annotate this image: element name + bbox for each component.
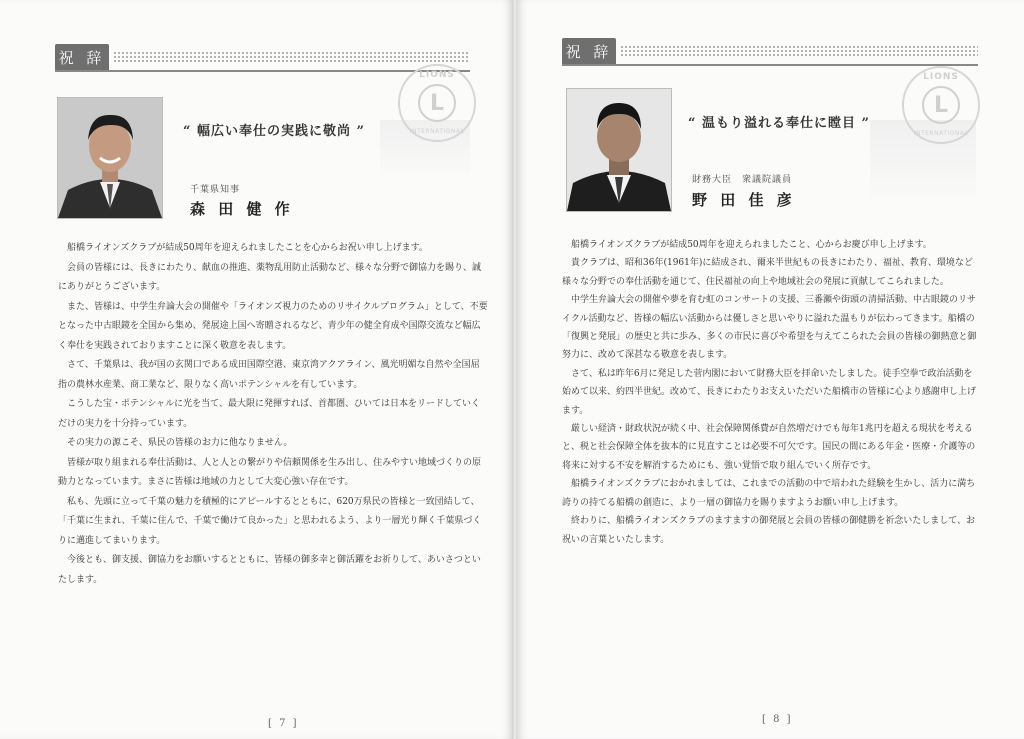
lions-logo-watermark: LIONS L INTERNATIONAL bbox=[398, 64, 476, 142]
page-number: [ 7 ] bbox=[268, 718, 299, 729]
section-header bbox=[55, 44, 470, 70]
paragraph: 今後とも、御支援、御協力をお願いするとともに、皆様の御多幸と御活躍をお祈りして、あいさつといたします。 bbox=[58, 555, 481, 585]
lions-logo-watermark: LIONS L INTERNATIONAL bbox=[902, 66, 980, 144]
speaker-name: 野 田 佳 彦 bbox=[692, 191, 796, 209]
paragraph: 船橋ライオンズクラブにおかれましては、これまでの活動の中で培われた経験を生かし、活力に満ち誇りの持てる船橋の創造に、より一層の御協力を賜りますようお願い申し上げます。 bbox=[562, 479, 976, 508]
paragraph: さて、私は昨年6月に発足した菅内閣において財務大臣を拝命いたしました。徒手空拳で政治活動を始めて以来、約四半世紀。改めて、長きにわたりお支えいただいた船橋市の皆様に心より感謝申し上げます。 bbox=[562, 368, 976, 416]
portrait-image bbox=[567, 89, 671, 211]
paragraph: 終わりに、船橋ライオンズクラブのますますの御発展と会員の皆様の御健勝を祈念いたしまして、お祝いの言葉といたします。 bbox=[562, 516, 976, 545]
paragraph: 貴クラブは、昭和36年(1961年)に結成され、爾来半世紀もの長きにわたり、福祉、教育、環境など様々な分野での奉仕活動を通じて、住民福祉の向上や地域社会の発展に貢献してこられました。 bbox=[562, 258, 973, 287]
speaker-title: 千葉県知事 bbox=[190, 185, 241, 195]
header-dotted-band bbox=[113, 51, 470, 63]
page-number: [ 8 ] bbox=[762, 714, 793, 725]
section-header bbox=[562, 38, 978, 64]
paragraph: 私も、先頭に立って千葉の魅力を積極的にアピールするとともに、620万県民の皆様と一致団結して、「千葉に生まれ、千葉に住んで、千葉で働けて良かった」と思われるよう、より一層光り輝く千葉県づくりに邁進してまいります。 bbox=[58, 496, 482, 546]
paragraph: 会員の皆様には、長きにわたり、献血の推進、薬物乱用防止活動など、様々な分野で御協力を賜り、誠にありがとうございます。 bbox=[58, 262, 482, 292]
paragraph: その実力の源こそ、県民の皆様のお力に他なりません。 bbox=[67, 438, 293, 448]
right-page bbox=[516, 0, 1024, 739]
paragraph: 船橋ライオンズクラブが結成50周年を迎えられましたこと、心からお慶び申し上げます。 bbox=[571, 240, 932, 250]
portrait-photo bbox=[566, 88, 672, 212]
section-tag: 祝 辞 bbox=[562, 38, 616, 64]
speaker-title: 財務大臣 衆議院議員 bbox=[692, 175, 793, 185]
paragraph: こうした宝・ポテンシャルに光を当て、最大限に発揮すれば、首都圏、ひいては日本をリードしていくだけの実力を十分持っています。 bbox=[58, 399, 480, 429]
paragraph: 中学生弁論大会の開催や夢を育む虹のコンサートの支援、三番瀬や街頭の清掃活動、中古眼鏡のリサイクル活動など、皆様の幅広い活動からは優しさと思いやりに溢れた温もりが伝わってきます。船橋の「復興と発展」の歴史と共に歩み、多くの市民に喜びや希望を与えてこられた会員の皆様の御熱意と御努力に、改めて深甚なる敬意を表します。 bbox=[562, 295, 977, 361]
headline: “ 幅広い奉仕の実践に敬尚 ” bbox=[183, 124, 366, 139]
portrait-image bbox=[58, 98, 162, 218]
paragraph: 厳しい経済・財政状況が続く中、社会保障関係費が自然増だけでも毎年1兆円を超える現状を考えると、税と社会保障全体を抜本的に見直すことは必要不可欠です。国民の間にある年金・医療・介護等の将来に対する不安を解消するためにも、強い覚悟で取り組んでいく所存です。 bbox=[562, 424, 976, 471]
header-rule bbox=[562, 64, 978, 66]
paragraph: また、皆様は、中学生弁論大会の開催や「ライオンズ視力のためのリサイクルプログラム」として、不要となった中古眼鏡を全国から集め、発展途上国へ寄贈されるなど、青少年の健全育成や国際交流など幅広く奉仕を実践されておりますことに深く敬意を表します。 bbox=[58, 301, 488, 351]
paragraph: 船橋ライオンズクラブが結成50周年を迎えられましたことを心からお祝い申し上げます。 bbox=[67, 243, 428, 253]
paragraph: 皆様が取り組まれる奉仕活動は、人と人との繋がりや信頼関係を生み出し、住みやすい地域づくりの原動力となっています。まさに皆様は地域の力として大変心強い存在です。 bbox=[58, 457, 482, 487]
section-tag: 祝 辞 bbox=[55, 44, 109, 70]
speaker-name: 森 田 健 作 bbox=[190, 200, 294, 218]
header-dotted-band bbox=[620, 45, 978, 57]
message-body bbox=[58, 239, 488, 590]
message-body bbox=[562, 236, 980, 549]
portrait-photo bbox=[57, 97, 163, 219]
headline: “ 温もり溢れる奉仕に瞠目 ” bbox=[688, 116, 871, 131]
paragraph: さて、千葉県は、我が国の玄関口である成田国際空港、東京湾アクアライン、風光明媚な自然や全国屈指の農林水産業、商工業など、限りなく高いポテンシャルを有しています。 bbox=[58, 360, 480, 390]
